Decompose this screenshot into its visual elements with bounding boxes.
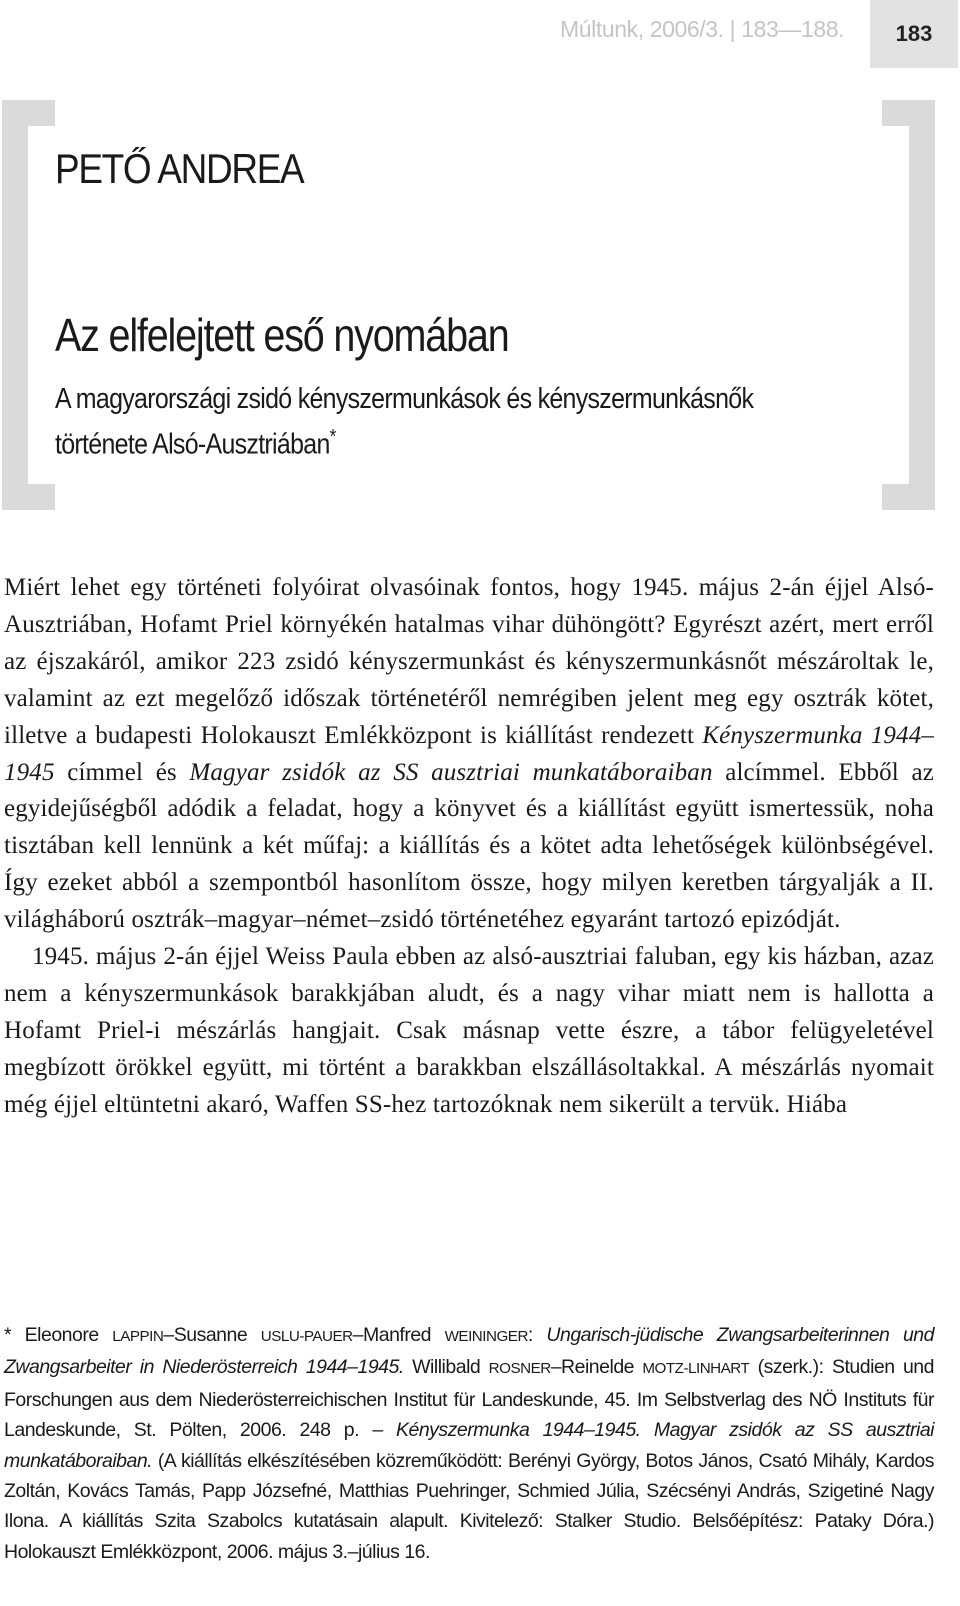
- p1-text-c: alcímmel. Ebből az egyidejűségből adódik a feladat, hogy a könyvet és a kiállítást együtt ismertessük, noha tisztában kell lennünk a két műfaj: a kiállítás és a kötet adta lehetőségek különbségével. Így ezeket abból a szempontból hasonlítom össze, hogy milyen keretben tárgyalják a II. világháború osztrák–magyar–német–zsidó történetéhez egyaránt tartozó epizódját.: [4, 758, 934, 934]
- subtitle-text: A magyarországi zsidó kényszermunkások és kényszermunkásnők története Alsó-Ausztriában: [55, 383, 754, 461]
- fn-text: –Susanne: [163, 1324, 261, 1346]
- left-bracket-decoration: [2, 100, 55, 510]
- p1-italic-exhibit-subtitle: Magyar zsidók az SS ausztriai munkatáboraiban: [189, 758, 713, 786]
- fn-text: –Reinelde: [550, 1356, 643, 1379]
- fn-text: Eleonore: [24, 1324, 113, 1346]
- right-bracket-decoration: [882, 100, 935, 510]
- fn-author-uslu-pauer: USLU-PAUER: [260, 1328, 353, 1345]
- article-body: [4, 570, 934, 1124]
- journal-reference: Múltunk, 2006/3. | 183—188.: [560, 16, 845, 42]
- p1-text-a: Miért lehet egy történeti folyóirat olvasóinak fontos, hogy 1945. május 2-án éjjel Alsó-Ausztriában, Hofamt Priel környékén hatalmas vihar dühöngött? Egyrészt azért, mert erről az éjszakáról, amikor 223 zsidó kényszermunkást és kényszermunkásnőt mészároltak le, valamint az ezt megelőző időszak történetéről nemrégiben jelent meg egy osztrák kötet, illetve a budapesti Holokauszt Emlékközpont is kiállítást rendezett: [4, 574, 934, 749]
- fn-author-lappin: LAPPIN: [112, 1328, 164, 1345]
- p1-italic-exhibit-title: Kényszermunka 1944–1945: [4, 721, 934, 786]
- paragraph-1: [4, 570, 934, 939]
- fn-author-weininger: WEININGER: [444, 1328, 528, 1345]
- fn-text: Willibald: [403, 1356, 489, 1379]
- article-title: Az elfelejtett eső nyomában: [55, 309, 509, 361]
- footnote-marker: *: [4, 1324, 25, 1346]
- fn-exhibit-title: Kényszermunka 1944–1945. Magyar zsidók az SS ausztriai munkatáboraiban.: [4, 1419, 935, 1472]
- fn-text: (A kiállítás elkészítésében közreműködött: Berényi György, Botos János, Csató Mihály, Kardos Zoltán, Kovács Tamás, Papp Józsefné, Matthias Puehringer, Schmied Júlia, Szécsényi András, Szigetiné Nagy Ilona. A kiállítás Szita Szabolcs kutatásain alapult. Kivitelező: Stalker Studio. Belsőépítész: Pataky Dóra.) Holokauszt Emlékközpont, 2006. május 3.–július 16.: [4, 1449, 934, 1563]
- fn-text: –Manfred: [352, 1324, 445, 1346]
- fn-editor-motz-linhart: MOTZ-LINHART: [642, 1360, 750, 1378]
- fn-text: :: [527, 1324, 547, 1346]
- page-number: 183: [870, 0, 958, 68]
- fn-book-title: Ungarisch-jüdische Zwangsarbeiterinnen und Zwangsarbeiter in Niederösterreich 1944–1945.: [4, 1324, 934, 1379]
- article-subtitle: [55, 380, 829, 464]
- fn-editor-rosner: ROSNER: [488, 1360, 551, 1378]
- footnote: [4, 1320, 934, 1567]
- subtitle-footnote-marker: *: [329, 426, 336, 448]
- article-author: PETŐ ANDREA: [55, 145, 304, 192]
- p1-text-b: címmel és: [54, 758, 190, 786]
- fn-text: (szerk.): Studien und Forschungen aus dem Niederösterreichischen Institut für Landeskunde, 45. Im Selbstverlag des NÖ Instituts für Landeskunde, St. Pölten, 2006. 248 p. –: [4, 1356, 935, 1442]
- paragraph-2: 1945. május 2-án éjjel Weiss Paula ebben az alsó-ausztriai faluban, egy kis házban, azaz nem a kényszermunkások barakkjában aludt, és a nagy vihar miatt nem is hallotta a Hofamt Priel-i mészárlás hangjait. Csak másnap vette észre, a tábor felügyeletével megbízott örökkel együtt, mi történt a barakkban elszállásoltakkal. A mészárlás nyomait még éjjel eltüntetni akaró, Waffen SS-hez tartozóknak nem sikerült a tervük. Hiába: [4, 943, 934, 1118]
